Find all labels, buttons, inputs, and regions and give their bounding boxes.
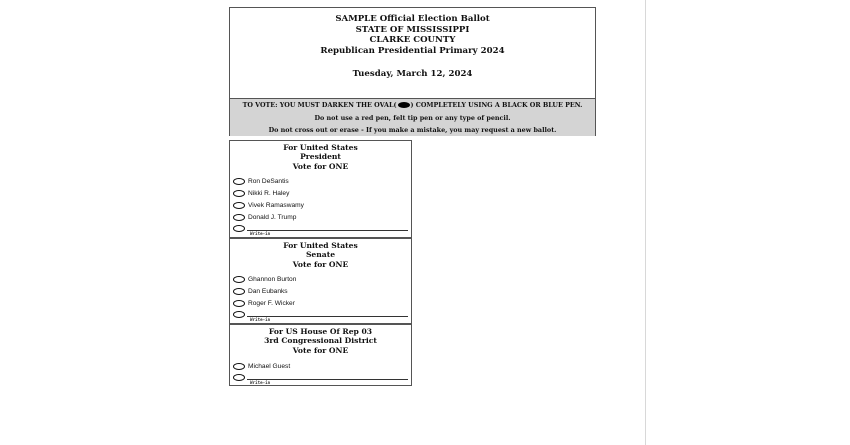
- instruction-line-1-end: ) COMPLETELY USING A BLACK OR BLUE PEN.: [410, 101, 583, 109]
- instruction-line-3: Do not cross out or erase - If you make a mistake, you may request a new ballot.: [268, 126, 557, 134]
- voting-instructions: [230, 98, 595, 136]
- candidate-name: Roger F. Wicker: [248, 300, 295, 307]
- ballot-state: STATE OF MISSISSIPPI: [355, 24, 470, 35]
- candidate-name: Michael Guest: [248, 363, 291, 370]
- candidate-name: Ron DeSantis: [248, 178, 289, 185]
- race-title: [230, 141, 411, 171]
- candidate-name: Nikki R. Haley: [248, 190, 290, 197]
- ballot-title-block: [230, 8, 595, 98]
- candidate-name: Dan Eubanks: [248, 288, 288, 295]
- race-title: [230, 239, 411, 269]
- candidate-name: Ghannon Burton: [248, 276, 297, 283]
- vote-oval[interactable]: [233, 214, 245, 221]
- race-title-line: 3rd Congressional District: [264, 336, 377, 346]
- candidate-option[interactable]: [233, 286, 288, 297]
- race-title-line: For United States: [283, 143, 358, 152]
- write-in-option[interactable]: [233, 311, 408, 323]
- candidate-option[interactable]: [233, 176, 289, 187]
- write-in-label: Write-in: [250, 317, 271, 322]
- vote-oval[interactable]: [233, 311, 245, 318]
- race-senate: [229, 238, 412, 324]
- candidate-option[interactable]: [233, 361, 290, 372]
- ballot-election: Republican Presidential Primary 2024: [320, 45, 505, 56]
- page-edge-divider: [645, 0, 646, 445]
- vote-oval[interactable]: [233, 288, 245, 295]
- race-title-line: Vote for ONE: [292, 161, 349, 171]
- vote-oval[interactable]: [233, 178, 245, 185]
- ballot-header: [229, 7, 596, 136]
- candidate-option[interactable]: [233, 188, 289, 199]
- candidate-name: Donald J. Trump: [248, 214, 297, 221]
- ballot-date: Tuesday, March 12, 2024: [352, 69, 473, 80]
- instruction-line-2: Do not use a red pen, felt tip pen or any type of pencil.: [314, 113, 511, 122]
- ballot-title: SAMPLE Official Election Ballot: [335, 14, 490, 24]
- race-us-house: [229, 324, 412, 386]
- race-title-line: President: [300, 152, 341, 162]
- race-president: [229, 140, 412, 238]
- race-title-line: Vote for ONE: [292, 259, 349, 269]
- candidate-name: Vivek Ramaswamy: [248, 202, 304, 209]
- candidate-option[interactable]: [233, 274, 296, 285]
- write-in-label: Write-in: [250, 231, 271, 236]
- instruction-line-1-start: TO VOTE: YOU MUST DARKEN THE OVAL(: [242, 101, 397, 109]
- vote-oval[interactable]: [233, 374, 245, 381]
- vote-oval[interactable]: [233, 225, 245, 232]
- race-title-line: Senate: [305, 250, 336, 260]
- write-in-line[interactable]: [247, 379, 408, 380]
- vote-oval[interactable]: [233, 202, 245, 209]
- candidate-option[interactable]: [233, 298, 295, 309]
- write-in-option[interactable]: [233, 374, 408, 386]
- filled-oval-icon: [398, 102, 410, 108]
- vote-oval[interactable]: [233, 300, 245, 307]
- race-title-line: For US House Of Rep 03: [268, 327, 373, 336]
- vote-oval[interactable]: [233, 363, 245, 370]
- race-title: [230, 325, 411, 355]
- race-title-line: Vote for ONE: [292, 345, 349, 355]
- race-title-line: For United States: [283, 241, 358, 250]
- candidate-option[interactable]: [233, 200, 304, 211]
- write-in-line[interactable]: [247, 230, 408, 231]
- write-in-option[interactable]: [233, 225, 408, 237]
- instruction-line-1: [230, 99, 595, 112]
- vote-oval[interactable]: [233, 190, 245, 197]
- write-in-line[interactable]: [247, 316, 408, 317]
- write-in-label: Write-in: [250, 380, 271, 385]
- candidate-option[interactable]: [233, 212, 296, 223]
- vote-oval[interactable]: [233, 276, 245, 283]
- ballot-county: CLARKE COUNTY: [369, 35, 456, 46]
